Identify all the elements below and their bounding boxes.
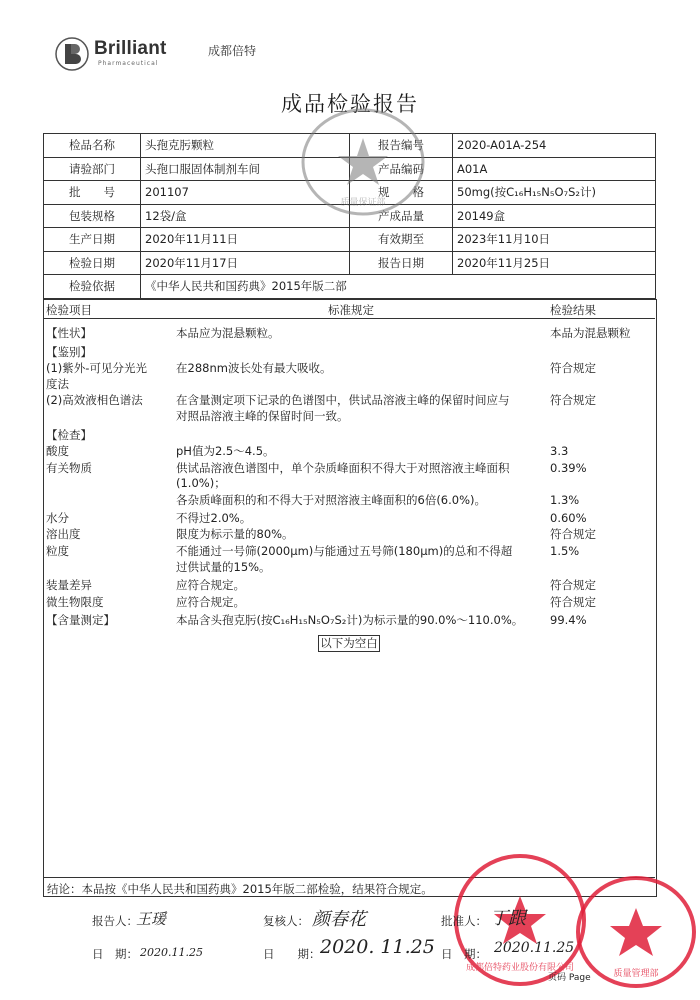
row-result: 1.5% bbox=[550, 544, 580, 558]
blank-marker: 以下为空白 bbox=[318, 635, 380, 652]
row-result: 0.39% bbox=[550, 461, 587, 475]
row-standard: 对照品溶液主峰的保留时间一致。 bbox=[176, 409, 349, 423]
approver-date: 2020.11.25 bbox=[494, 940, 575, 956]
row-result: 1.3% bbox=[550, 493, 580, 507]
row-item-label: 装量差异 bbox=[46, 578, 92, 592]
col-header-result: 检验结果 bbox=[550, 303, 596, 317]
row-item-label: 有关物质 bbox=[46, 461, 92, 475]
row-standard: pH值为2.5～4.5。 bbox=[176, 444, 275, 458]
row-result: 符合规定 bbox=[550, 527, 596, 541]
qa-stamp bbox=[298, 105, 428, 220]
row-standard: 本品含头孢克肟(按C₁₆H₁₅N₅O₇S₂计)为标示量的90.0%～110.0%。 bbox=[176, 613, 524, 627]
product-name-value: 头孢克肟颗粒 bbox=[141, 134, 350, 158]
row-result: 3.3 bbox=[550, 444, 569, 458]
reporter-label: 报告人： bbox=[92, 914, 138, 928]
row-standard: 本品应为混悬颗粒。 bbox=[176, 326, 280, 340]
spec-label: 规 格 bbox=[350, 181, 453, 205]
dept-value: 头孢口服固体制剂车间 bbox=[141, 157, 350, 181]
brand-name-en: Brilliant bbox=[94, 38, 167, 59]
row-standard: 过供试量的15%。 bbox=[176, 560, 271, 574]
row-standard: 在288nm波长处有最大吸收。 bbox=[176, 361, 332, 375]
batch-value: 201107 bbox=[141, 181, 350, 205]
qm-stamp-text: 质量管理部 bbox=[613, 969, 659, 979]
pack-label: 包装规格 bbox=[44, 204, 141, 228]
row-result: 0.60% bbox=[550, 511, 587, 525]
row-standard: 限度为标示量的80%。 bbox=[176, 527, 294, 541]
row-result: 99.4% bbox=[550, 613, 587, 627]
reviewer-date: 2020. 11.25 bbox=[320, 936, 435, 958]
row-result: 本品为混悬颗粒 bbox=[550, 326, 631, 340]
brand-subtitle: Pharmaceutical bbox=[98, 60, 159, 67]
approver-label: 批准人： bbox=[441, 914, 487, 928]
batch-label: 批 号 bbox=[44, 181, 141, 205]
row-item-label: 【含量测定】 bbox=[46, 613, 115, 627]
row-item-label: 【性状】 bbox=[46, 326, 92, 340]
row-standard: 在含量测定项下记录的色谱图中，供试品溶液主峰的保留时间应与 bbox=[176, 393, 510, 407]
reporter-date-label: 日 期： bbox=[92, 947, 138, 961]
company-logo bbox=[54, 36, 257, 72]
row-item-label: 【鉴别】 bbox=[46, 345, 92, 359]
report-no-value: 2020-A01A-254 bbox=[453, 134, 656, 158]
output-value: 20149盒 bbox=[453, 204, 656, 228]
row-standard: 不得过2.0%。 bbox=[176, 511, 252, 525]
row-item-label: 度法 bbox=[46, 377, 69, 391]
qa-stamp-text: 质量保证部 bbox=[340, 198, 386, 208]
prod-date-value: 2020年11月11日 bbox=[141, 228, 350, 252]
report-no-label: 报告编号 bbox=[350, 134, 453, 158]
col-header-standard: 标准规定 bbox=[328, 303, 374, 317]
reviewer-label: 复核人： bbox=[263, 914, 309, 928]
product-name-label: 检品名称 bbox=[44, 134, 141, 158]
dept-label: 请验部门 bbox=[44, 157, 141, 181]
row-result: 符合规定 bbox=[550, 361, 596, 375]
info-row bbox=[44, 275, 656, 299]
col-header-item: 检验项目 bbox=[46, 303, 92, 317]
brand-name-cn: 成都倍特 bbox=[208, 44, 257, 58]
test-date-label: 检验日期 bbox=[44, 251, 141, 275]
row-item-label: 微生物限度 bbox=[46, 595, 104, 609]
reviewer-date-label: 日 期： bbox=[263, 947, 321, 961]
report-date-value: 2020年11月25日 bbox=[453, 251, 656, 275]
row-result: 符合规定 bbox=[550, 595, 596, 609]
approver-date-label: 日 期： bbox=[441, 947, 487, 961]
reporter-signature: 王瑗 bbox=[136, 910, 167, 928]
page-label: 页码 Page bbox=[548, 973, 591, 983]
row-standard: 应符合规定。 bbox=[176, 595, 245, 609]
row-item-label: 水分 bbox=[46, 511, 69, 525]
reviewer-signature: 颜春花 bbox=[312, 909, 366, 930]
report-title: 成品检验报告 bbox=[281, 92, 419, 116]
brilliant-logo-icon bbox=[54, 36, 90, 72]
expiry-value: 2023年11月10日 bbox=[453, 228, 656, 252]
row-standard: 供试品溶液色谱图中，单个杂质峰面积不得大于对照溶液主峰面积 bbox=[176, 461, 510, 475]
qm-stamp bbox=[572, 868, 700, 996]
pack-value: 12袋/盒 bbox=[141, 204, 350, 228]
row-item-label: 酸度 bbox=[46, 444, 69, 458]
expiry-label: 有效期至 bbox=[350, 228, 453, 252]
row-item-label: (1)紫外-可见分光光 bbox=[46, 361, 147, 375]
prod-date-label: 生产日期 bbox=[44, 228, 141, 252]
row-item-label: 【检查】 bbox=[46, 428, 92, 442]
info-row bbox=[44, 228, 656, 252]
row-standard: 各杂质峰面积的和不得大于对照溶液主峰面积的6倍(6.0%)。 bbox=[176, 493, 487, 507]
product-code-value: A01A bbox=[453, 157, 656, 181]
conclusion: 结论：本品按《中华人民共和国药典》2015年版二部检验，结果符合规定。 bbox=[43, 877, 655, 900]
row-item-label: 溶出度 bbox=[46, 527, 81, 541]
row-result: 符合规定 bbox=[550, 578, 596, 592]
spec-value: 50mg(按C₁₆H₁₅N₅O₇S₂计) bbox=[453, 181, 656, 205]
row-result: 符合规定 bbox=[550, 393, 596, 407]
row-standard: 应符合规定。 bbox=[176, 578, 245, 592]
test-date-value: 2020年11月17日 bbox=[141, 251, 350, 275]
basis-value: 《中华人民共和国药典》2015年版二部 bbox=[141, 275, 656, 299]
report-date-label: 报告日期 bbox=[350, 251, 453, 275]
basis-label: 检验依据 bbox=[44, 275, 141, 299]
product-code-label: 产品编码 bbox=[350, 157, 453, 181]
col-header-divider bbox=[43, 318, 655, 319]
output-label: 产成品量 bbox=[350, 204, 453, 228]
info-row bbox=[44, 251, 656, 275]
company-stamp-text: 成都倍特药业股份有限公司 bbox=[465, 963, 575, 973]
approver-signature: 丁跟 bbox=[490, 908, 526, 929]
row-item-label: (2)高效液相色谱法 bbox=[46, 393, 143, 407]
row-standard: 不能通过一号筛(2000μm)与能通过五号筛(180μm)的总和不得超 bbox=[176, 544, 513, 558]
row-standard: (1.0%)； bbox=[176, 476, 226, 490]
reporter-date: 2020.11.25 bbox=[140, 946, 203, 959]
row-item-label: 粒度 bbox=[46, 544, 69, 558]
